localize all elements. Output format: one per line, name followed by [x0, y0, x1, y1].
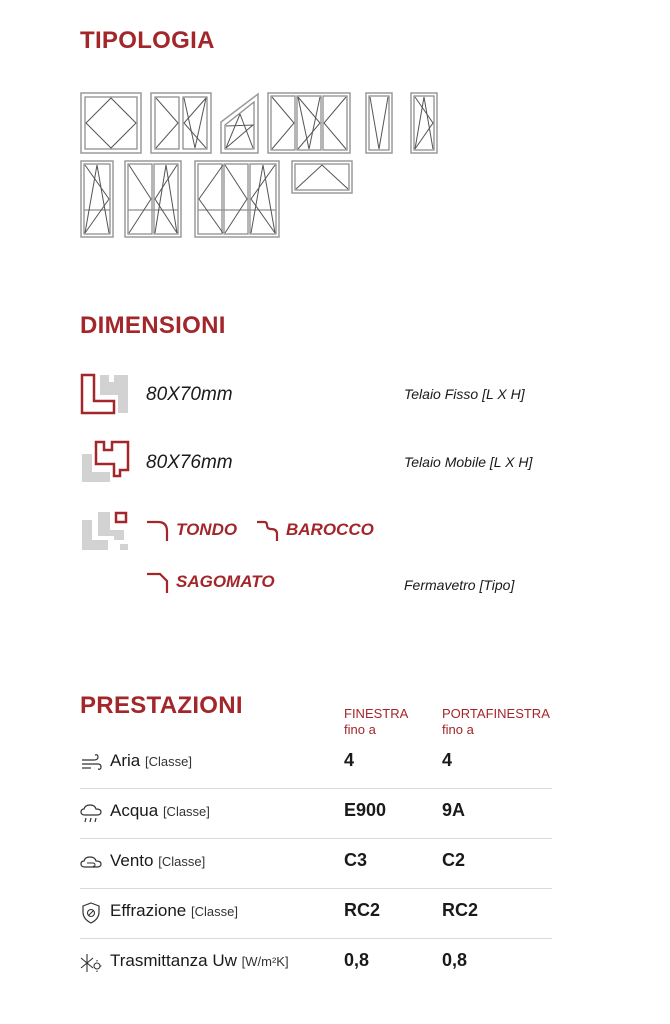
- performance-label: Vento [Classe]: [110, 851, 206, 870]
- sash-frame-profile-icon: [80, 440, 130, 484]
- door-single-sash-icon: [80, 160, 114, 238]
- shield-icon: [80, 902, 102, 924]
- door-three-sash-icon: [194, 160, 280, 238]
- portafinestra-value: C2: [442, 850, 466, 870]
- telaio-mobile-size: 80X76mm: [146, 452, 233, 473]
- fermavetro-tondo-label: TONDO: [176, 520, 238, 539]
- finestra-value: 0,8: [344, 950, 370, 970]
- column-header-portafinestra: PORTAFINESTRA fino a: [442, 706, 550, 737]
- wind-lines-icon: [80, 752, 102, 774]
- performance-label: Acqua [Classe]: [110, 801, 210, 820]
- snowflake-sun-icon: [80, 952, 102, 974]
- portafinestra-value: 0,8: [442, 950, 468, 970]
- finestra-value: RC2: [344, 900, 381, 920]
- fermavetro-label: Fermavetro [Tipo]: [404, 577, 515, 593]
- section-title-dimensioni: DIMENSIONI: [80, 312, 226, 339]
- bead-tondo-icon: [146, 520, 170, 542]
- table-row: [80, 939, 552, 989]
- window-three-sash-icon: [267, 92, 351, 154]
- performance-label: Trasmittanza Uw [W/m²K]: [110, 951, 289, 970]
- door-two-sash-icon: [124, 160, 182, 238]
- performance-label: Aria [Classe]: [110, 751, 192, 770]
- performance-label: Effrazione [Classe]: [110, 901, 238, 920]
- telaio-fisso-label: Telaio Fisso [L X H]: [404, 386, 525, 402]
- finestra-value: C3: [344, 850, 368, 870]
- fermavetro-sagomato-label: SAGOMATO: [176, 572, 275, 591]
- table-row: [80, 789, 552, 839]
- section-title-tipologia: TIPOLOGIA: [80, 27, 215, 54]
- window-fixed-diamond-icon: [80, 92, 142, 154]
- window-trapezoid-icon: [220, 92, 260, 154]
- wind-cloud-icon: [80, 852, 102, 874]
- telaio-mobile-label: Telaio Mobile [L X H]: [404, 454, 533, 470]
- window-two-sash-icon: [150, 92, 212, 154]
- rain-cloud-icon: [80, 802, 102, 824]
- portafinestra-value: 9A: [442, 800, 466, 820]
- portafinestra-value: RC2: [442, 900, 479, 920]
- bead-sagomato-icon: [146, 572, 170, 594]
- window-top-hung-icon: [291, 160, 353, 194]
- fixed-frame-profile-icon: [80, 373, 130, 415]
- finestra-value: E900: [344, 800, 387, 820]
- table-row: [80, 739, 552, 789]
- section-title-prestazioni: PRESTAZIONI: [80, 692, 243, 719]
- portafinestra-value: 4: [442, 750, 453, 770]
- table-row: [80, 839, 552, 889]
- finestra-value: 4: [344, 750, 355, 770]
- glazing-bead-profile-icon: [80, 510, 130, 552]
- fermavetro-barocco-label: BAROCCO: [286, 520, 374, 539]
- window-single-sash-icon: [365, 92, 393, 154]
- bead-barocco-icon: [256, 520, 280, 542]
- telaio-fisso-size: 80X70mm: [146, 384, 233, 405]
- table-row: [80, 889, 552, 939]
- column-header-finestra: FINESTRA fino a: [344, 706, 409, 737]
- window-tilt-turn-icon: [410, 92, 438, 154]
